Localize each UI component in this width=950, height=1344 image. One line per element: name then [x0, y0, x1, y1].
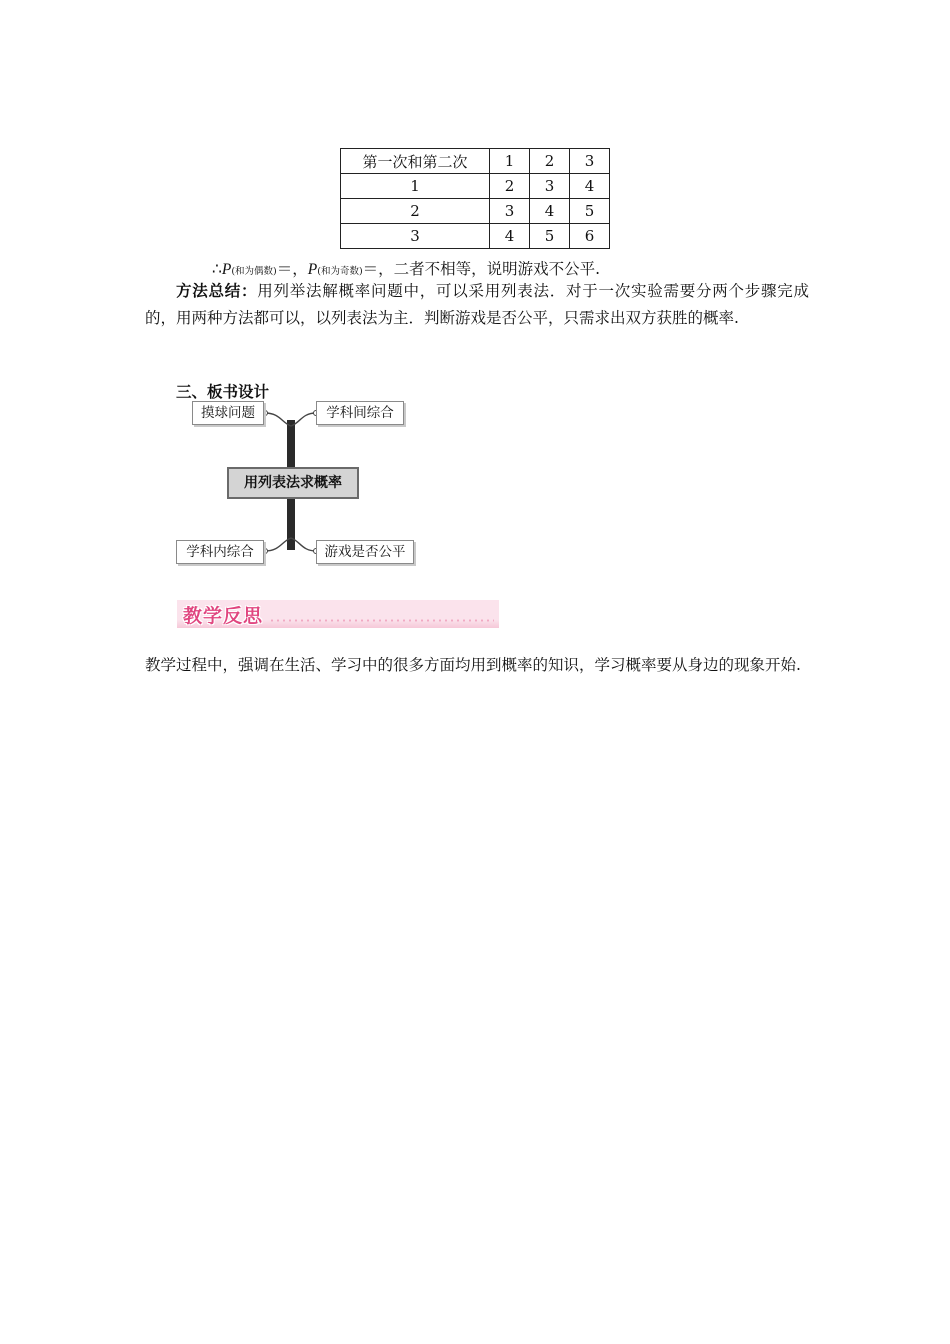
table-cell: 3 [490, 199, 530, 224]
board-node-bottom-left: 学科内综合 [176, 540, 264, 564]
reflection-banner [177, 600, 499, 628]
table-cell: 5 [570, 199, 610, 224]
section-title: 三、板书设计 [176, 383, 270, 401]
table-cell: 1 [341, 174, 490, 199]
board-node-bottom-right: 游戏是否公平 [316, 540, 414, 564]
table-cell: 3 [530, 174, 570, 199]
method-summary [145, 278, 809, 332]
table-cell: 4 [570, 174, 610, 199]
reflection-text: 教学过程中，强调在生活、学习中的很多方面均用到概率的知识，学习概率要从身边的现象开始. [145, 656, 801, 674]
probability-symbol: P [307, 261, 318, 278]
table-cell: 5 [530, 224, 570, 249]
probability-symbol: P [221, 261, 232, 278]
table-cell: 3 [341, 224, 490, 249]
board-node-top-right: 学科间综合 [316, 401, 404, 425]
banner-decoration [269, 619, 494, 622]
table-header-row [341, 149, 610, 174]
table-header-cell: 第一次和第二次 [341, 149, 490, 174]
table-cell: 4 [530, 199, 570, 224]
table-cell: 2 [341, 199, 490, 224]
therefore-symbol: ∴ [212, 260, 222, 278]
probability-subscript: (和为奇数) [317, 266, 363, 277]
table-cell: 2 [490, 174, 530, 199]
conclusion-line [212, 257, 600, 279]
reflection-banner-title: 教学反思 [183, 605, 264, 627]
board-node-top-left: 摸球问题 [192, 401, 264, 425]
table-header-cell: 2 [530, 149, 570, 174]
conclusion-text: ＝， [276, 260, 308, 278]
table-row [341, 174, 610, 199]
table-cell: 4 [490, 224, 530, 249]
method-summary-text: 用列举法解概率问题中，可以采用列表法．对于一次实验需要分两个步骤完成的，用两种方法都可以，以列表法为主．判断游戏是否公平，只需求出双方获胜的概率. [145, 282, 809, 327]
table-header-cell: 1 [490, 149, 530, 174]
board-center-node: 用列表法求概率 [227, 467, 359, 499]
method-summary-label: 方法总结： [176, 282, 258, 300]
table-row [341, 224, 610, 249]
conclusion-text: ＝，二者不相等，说明游戏不公平. [362, 260, 601, 278]
probability-subscript: (和为偶数) [231, 266, 277, 277]
table-header-cell: 3 [570, 149, 610, 174]
sum-table [340, 148, 610, 249]
table-row [341, 199, 610, 224]
table-cell: 6 [570, 224, 610, 249]
